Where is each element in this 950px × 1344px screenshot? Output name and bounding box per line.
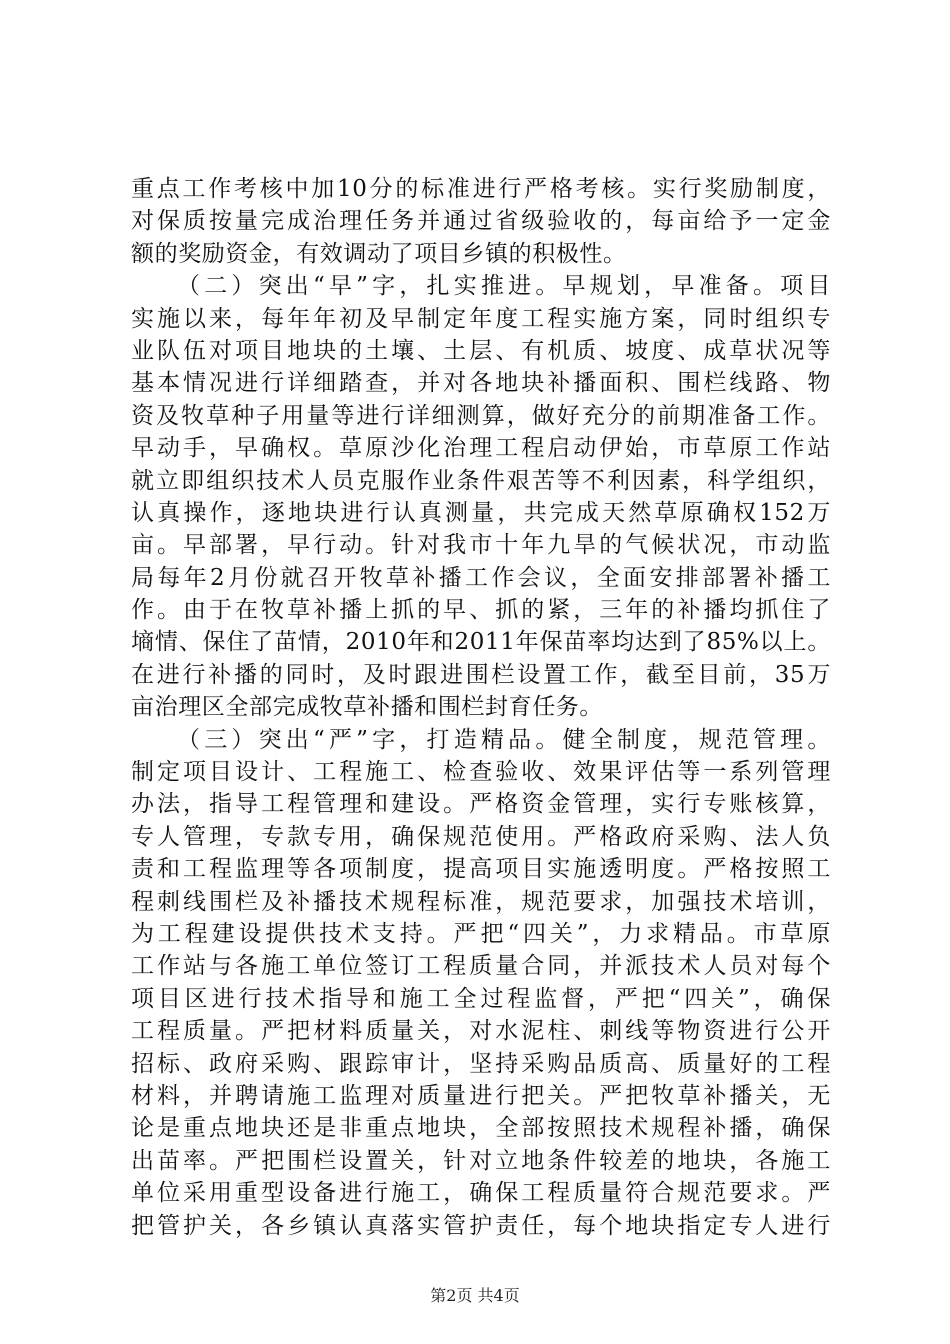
text-line: 在进行补播的同时，及时跟进围栏设置工作，截至目前，35万 xyxy=(131,661,831,688)
text-line: 资及牧草种子用量等进行详细测算，做好充分的前期准备工作。 xyxy=(131,402,831,429)
text-line: 亩治理区全部完成牧草补播和围栏封育任务。 xyxy=(131,694,603,721)
text-line: 材料，并聘请施工监理对质量进行把关。严把牧草补播关，无 xyxy=(131,1082,831,1109)
text-line: 基本情况进行详细踏查，并对各地块补播面积、围栏线路、物 xyxy=(131,370,831,397)
text-line: 重点工作考核中加10分的标准进行严格考核。实行奖励制度， xyxy=(131,176,831,202)
text-line: 为工程建设提供技术支持。严把“四关”，力求精品。市草原 xyxy=(131,920,831,947)
text-line: 亩。早部署，早行动。针对我市十年九旱的气候状况，市动监 xyxy=(131,532,831,559)
text-line: 局每年2月份就召开牧草补播工作会议，全面安排部署补播工 xyxy=(131,564,831,591)
paragraph xyxy=(131,724,831,1242)
text-line: （二）突出“早”字，扎实推进。早规划，早准备。项目 xyxy=(177,273,831,300)
text-line: 认真操作，逐地块进行认真测量，共完成天然草原确权152万 xyxy=(131,499,831,526)
text-line: 论是重点地块还是非重点地块，全部按照技术规程补播，确保 xyxy=(131,1115,831,1142)
text-line: 工程质量。严把材料质量关，对水泥柱、刺线等物资进行公开 xyxy=(131,1018,831,1045)
text-line: 责和工程监理等各项制度，提高项目实施透明度。严格按照工 xyxy=(131,856,831,883)
text-line: 实施以来，每年年初及早制定年度工程实施方案，同时组织专 xyxy=(131,305,831,332)
text-line: 作。由于在牧草补播上抓的早、抓的紧，三年的补播均抓住了 xyxy=(131,597,831,624)
text-line: 程刺线围栏及补播技术规程标准，规范要求，加强技术培训， xyxy=(131,888,831,915)
text-line: 工作站与各施工单位签订工程质量合同，并派技术人员对每个 xyxy=(131,953,831,980)
text-line: 就立即组织技术人员克服作业条件艰苦等不利因素，科学组织， xyxy=(131,467,831,494)
text-line: 出苗率。严把围栏设置关，针对立地条件较差的地块，各施工 xyxy=(131,1147,831,1174)
text-line: 单位采用重型设备进行施工，确保工程质量符合规范要求。严 xyxy=(131,1180,831,1207)
text-line: （三）突出“严”字，打造精品。健全制度，规范管理。 xyxy=(177,726,831,753)
text-line: 项目区进行技术指导和施工全过程监督，严把“四关”，确保 xyxy=(131,985,831,1012)
paragraph xyxy=(131,270,831,723)
body-text xyxy=(131,173,831,1242)
page-footer: 第2页 共4页 xyxy=(430,1286,520,1305)
text-line: 业队伍对项目地块的土壤、土层、有机质、坡度、成草状况等 xyxy=(131,337,831,364)
text-line: 额的奖励资金，有效调动了项目乡镇的积极性。 xyxy=(131,240,627,267)
text-line: 办法，指导工程管理和建设。严格资金管理，实行专账核算， xyxy=(131,791,831,818)
text-line: 招标、政府采购、跟踪审计，坚持采购品质高、质量好的工程 xyxy=(131,1050,831,1077)
text-line: 把管护关，各乡镇认真落实管护责任，每个地块指定专人进行 xyxy=(131,1212,831,1239)
paragraph xyxy=(131,173,831,270)
text-line: 专人管理，专款专用，确保规范使用。严格政府采购、法人负 xyxy=(131,823,831,850)
text-line: 制定项目设计、工程施工、检查验收、效果评估等一系列管理 xyxy=(131,759,831,786)
text-line: 早动手，早确权。草原沙化治理工程启动伊始，市草原工作站 xyxy=(131,435,831,462)
text-line: 墒情、保住了苗情，2010年和2011年保苗率均达到了85%以上。 xyxy=(131,629,831,656)
text-line: 对保质按量完成治理任务并通过省级验收的，每亩给予一定金 xyxy=(131,208,831,235)
